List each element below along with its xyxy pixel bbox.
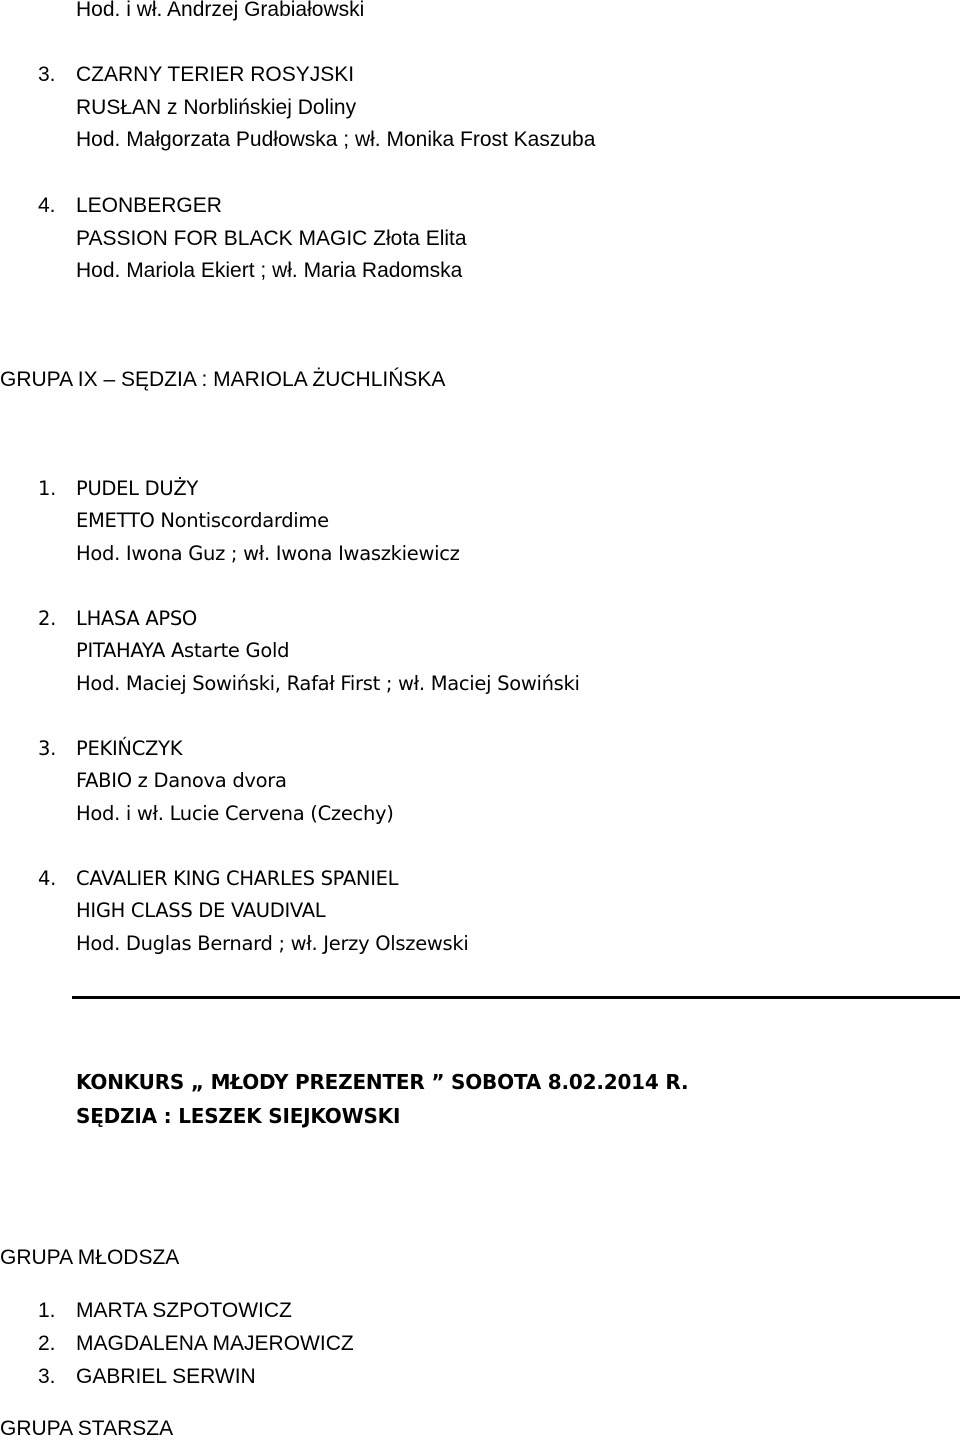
participant-name: MARTA SZPOTOWICZ <box>76 1299 292 1322</box>
group-heading: GRUPA STARSZA <box>0 1417 174 1440</box>
breed-name: PUDEL DUŻY <box>76 477 198 500</box>
owner-line: Hod. Maciej Sowiński, Rafał First ; wł. Maciej Sowiński <box>76 672 580 695</box>
owner-line: Hod. Mariola Ekiert ; wł. Maria Radomska <box>76 259 463 282</box>
owner-line: Hod. Iwona Guz ; wł. Iwona Iwaszkiewicz <box>76 542 460 565</box>
breed-name: LHASA APSO <box>76 607 197 630</box>
contest-judge: SĘDZIA : LESZEK SIEJKOWSKI <box>76 1104 401 1128</box>
dog-name: FABIO z Danova dvora <box>76 769 287 792</box>
dog-name: HIGH CLASS DE VAUDIVAL <box>76 899 326 922</box>
breed-name: CZARNY TERIER ROSYJSKI <box>76 63 355 86</box>
participant-name: MAGDALENA MAJEROWICZ <box>76 1332 354 1355</box>
entry-number: 3. <box>38 737 57 760</box>
group-heading: GRUPA MŁODSZA <box>0 1246 180 1269</box>
entry-number: 4. <box>38 194 56 217</box>
breed-name: PEKIŃCZYK <box>76 737 183 760</box>
breed-name: CAVALIER KING CHARLES SPANIEL <box>76 867 399 890</box>
owner-line: Hod. i wł. Lucie Cervena (Czechy) <box>76 802 394 825</box>
group-heading: GRUPA IX – SĘDZIA : MARIOLA ŻUCHLIŃSKA <box>0 368 446 391</box>
breed-name: LEONBERGER <box>76 194 222 217</box>
dog-name: PITAHAYA Astarte Gold <box>76 639 290 662</box>
dog-name: RUSŁAN z Norblińskiej Doliny <box>76 96 357 119</box>
list-number: 1. <box>38 1299 56 1322</box>
list-number: 2. <box>38 1332 56 1355</box>
dog-name: EMETTO Nontiscordardime <box>76 509 329 532</box>
contest-title: KONKURS „ MŁODY PREZENTER ” SOBOTA 8.02.2014 R. <box>76 1070 689 1094</box>
dog-name: PASSION FOR BLACK MAGIC Złota Elita <box>76 227 467 250</box>
participant-name: GABRIEL SERWIN <box>76 1365 256 1388</box>
owner-line: Hod. i wł. Andrzej Grabiałowski <box>76 0 365 21</box>
list-number: 3. <box>38 1365 56 1388</box>
entry-number: 2. <box>38 607 57 630</box>
entry-number: 4. <box>38 867 57 890</box>
owner-line: Hod. Duglas Bernard ; wł. Jerzy Olszewski <box>76 932 469 955</box>
divider <box>72 996 960 999</box>
entry-number: 3. <box>38 63 56 86</box>
owner-line: Hod. Małgorzata Pudłowska ; wł. Monika Frost Kaszuba <box>76 128 596 151</box>
entry-number: 1. <box>38 477 57 500</box>
